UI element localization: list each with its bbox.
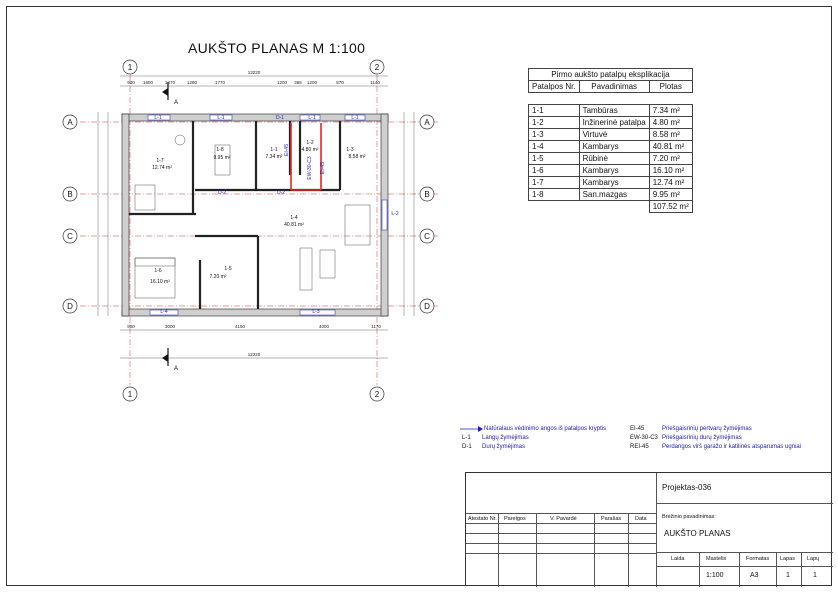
table-row: 1-2 Inžinerinė patalpa 4.80 m²	[529, 117, 693, 129]
project-number: Projektas-036	[662, 483, 712, 492]
axis-label-b-left: B	[67, 190, 73, 199]
col-header: Patalpos Nr.	[529, 81, 580, 93]
legend-key: L-1	[462, 435, 471, 441]
sheets-value: 1	[813, 572, 817, 579]
legend-key: D-1	[462, 444, 472, 450]
tb-header: Data	[635, 516, 647, 522]
room-id: 1-6	[154, 268, 162, 274]
section-mark-bottom: A	[174, 366, 179, 372]
dim-bottom: 900	[127, 324, 135, 329]
room-id: 1-2	[306, 140, 314, 146]
sheet-value: 1	[786, 572, 790, 579]
axis-label-d-left: D	[67, 302, 73, 311]
meta-header: Formatas	[746, 556, 770, 562]
window-tag: L-1	[308, 115, 316, 121]
axis-label-2-bottom: 2	[374, 390, 380, 399]
dim-top: 1470	[164, 80, 176, 85]
axis-label-1-bottom: 1	[127, 390, 133, 399]
room-area: 12.74 m²	[152, 165, 172, 171]
dim-bottom: 1170	[371, 324, 381, 329]
legend-key: EW-30-C3	[630, 435, 658, 441]
door-tag: D-2	[276, 190, 286, 196]
axis-label-d-right: D	[424, 302, 430, 311]
room-id: 1-5	[224, 266, 232, 272]
room-id: 1-8	[216, 147, 224, 153]
window-tag: L-2	[391, 211, 399, 217]
fire-door-tag: EW-30-C3	[307, 156, 313, 180]
format-value: A3	[750, 572, 759, 579]
door-tag: D-1	[275, 115, 285, 121]
window-tag: L-1	[217, 115, 225, 121]
table-row: 1-8 San.mazgas 9.95 m²	[529, 189, 693, 201]
legend-text: Priešgaisrinių durų žymėjimas	[662, 435, 742, 441]
axis-label-c-right: C	[424, 232, 430, 241]
room-id: 1-4	[290, 215, 298, 221]
dim-top: 1140	[370, 80, 380, 85]
legend-text: Priešgaisrinių pertvarų žymėjimas	[662, 426, 752, 432]
table-row: 1-1 Tambūras 7.34 m²	[529, 105, 693, 117]
title-block	[465, 472, 832, 586]
table-row: 1-6 Kambarys 16.10 m²	[529, 165, 693, 177]
dim-top: 365	[294, 80, 302, 85]
fire-wall-tag: EI-45	[284, 144, 290, 156]
drawing-name-label: Brėžinio pavadinimas:	[662, 514, 716, 520]
dim-top: 870	[336, 80, 344, 85]
tb-header: Pareigos	[504, 516, 526, 522]
legend-text: Durų žymėjimas	[482, 444, 526, 450]
axis-label-a-left: A	[67, 118, 73, 127]
explication-caption: Pirmo aukšto patalpų eksplikacija	[529, 69, 693, 81]
dim-top: 1200	[306, 80, 318, 85]
window-tag: L-1	[154, 115, 162, 121]
scale-value: 1:100	[706, 572, 724, 579]
axis-label-b-right: B	[424, 190, 430, 199]
legend-right	[630, 425, 801, 452]
room-id: 1-3	[346, 147, 354, 153]
tb-header: Parašas	[601, 516, 622, 522]
meta-header: Laida	[671, 556, 685, 562]
total-area: 107.52 m²	[649, 201, 692, 213]
room-area: 9.95 m²	[213, 155, 231, 161]
table-row: 1-7 Kambarys 12.74 m²	[529, 177, 693, 189]
room-area: 7.34 m²	[265, 154, 283, 160]
dim-bottom: 4000	[318, 324, 330, 329]
axis-label-1-top: 1	[127, 63, 133, 72]
table-row: 1-3 Virtuvė 8.58 m²	[529, 129, 693, 141]
meta-header: Mastelis	[706, 556, 727, 562]
legend-key: REI-45	[630, 444, 649, 450]
legend-text: Perdangos virš garažo ir katilinės atsparumas ugniai	[662, 444, 802, 450]
legend-text: Langų žymėjimas	[482, 435, 529, 441]
table-row: 1-4 Kambarys 40.81 m²	[529, 141, 693, 153]
drawing-name: AUKŠTO PLANAS	[664, 529, 731, 538]
dim-bottom: 3000	[164, 324, 176, 329]
axis-label-a-right: A	[424, 118, 430, 127]
room-id: 1-1	[270, 147, 278, 153]
room-area: 8.58 m²	[348, 154, 366, 160]
door-tag: D-2	[217, 190, 227, 196]
room-id: 1-7	[156, 158, 164, 164]
room-area: 4.80 m²	[301, 147, 319, 153]
window-tag: L-4	[160, 309, 168, 315]
section-mark-top: A	[174, 100, 179, 106]
meta-header: Lapas	[780, 556, 795, 562]
room-explication-table	[528, 68, 693, 213]
dim-top: 1200	[276, 80, 288, 85]
page-title: AUKŠTO PLANAS M 1:100	[188, 40, 366, 56]
dim-bottom: 4150	[234, 324, 246, 329]
legend-left	[462, 425, 606, 452]
room-area: 7.20 m²	[209, 274, 227, 280]
room-area: 40.81 m²	[284, 222, 304, 228]
dim-top: 1770	[214, 80, 226, 85]
legend-key: EI-45	[630, 426, 645, 432]
axis-label-c-left: C	[67, 232, 73, 241]
dim-top: 900	[127, 80, 135, 85]
dim-top: 1600	[142, 80, 154, 85]
fire-wall-tag: EI-45	[320, 162, 326, 174]
dim-top: 1280	[186, 80, 198, 85]
col-header: Plotas	[649, 81, 692, 93]
window-tag: L-1	[351, 115, 359, 121]
tb-header: Atestato Nr.	[468, 516, 497, 522]
table-row: 1-5 Rūbinė 7.20 m²	[529, 153, 693, 165]
axis-label-2-top: 2	[374, 63, 380, 72]
col-header: Pavadinimas	[579, 81, 649, 93]
meta-header: Lapų	[807, 556, 820, 562]
dim-bottom-total: 12220	[247, 352, 261, 357]
dim-top-total: 13220	[247, 70, 261, 75]
tb-header: V. Pavardė	[550, 516, 577, 522]
room-area: 16.10 m²	[150, 279, 170, 285]
window-tag: L-3	[312, 309, 320, 315]
legend-text: Natūralaus vėdinimo angos iš patalpos kryptis	[484, 426, 607, 432]
